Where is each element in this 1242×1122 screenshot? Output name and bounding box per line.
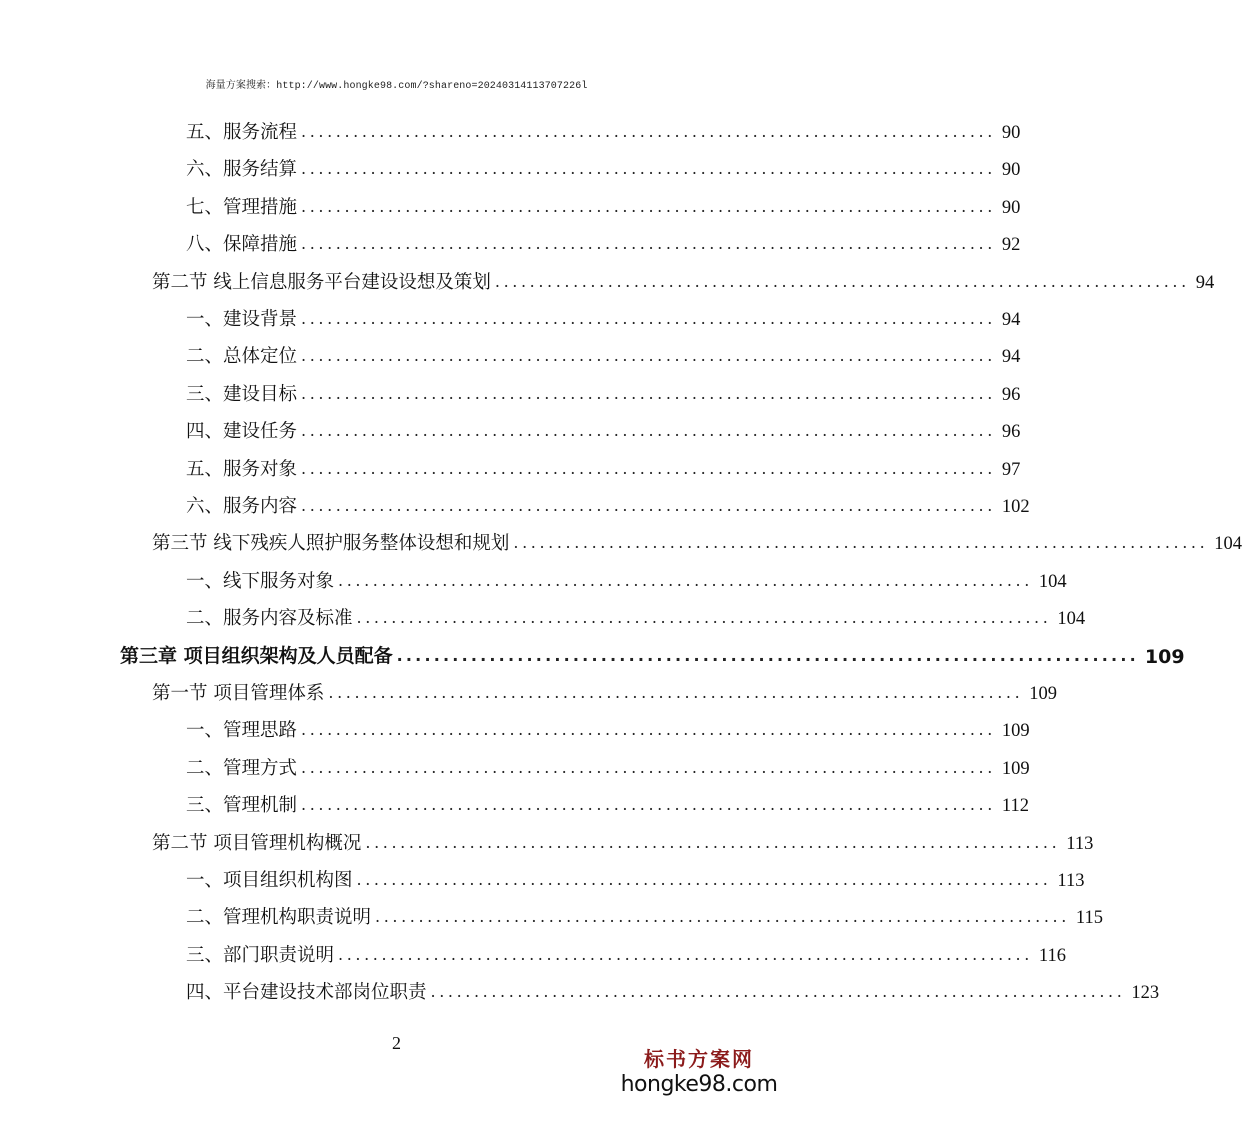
toc-leader-dots: ................................................................................ <box>301 309 996 328</box>
toc-entry-label: 二、管理机构职责说明 <box>186 907 372 928</box>
toc-entry-label: 五、服务流程 <box>186 122 298 143</box>
toc-entry[interactable] <box>152 827 1094 855</box>
toc-entry[interactable] <box>186 415 1021 443</box>
toc-entry[interactable] <box>186 340 1021 368</box>
toc-entry[interactable] <box>186 153 1021 181</box>
toc-leader-dots: ................................................................................ <box>430 982 1126 1001</box>
toc-entry-label: 二、总体定位 <box>186 346 298 367</box>
toc-entry-label: 第二节 线上信息服务平台建设设想及策划 <box>152 272 491 293</box>
toc-leader-dots: ................................................................................ <box>328 683 1024 702</box>
toc-entry-page: 94 <box>1195 273 1215 293</box>
toc-entry-page: 113 <box>1057 871 1085 891</box>
toc-leader-dots: ................................................................................ <box>301 496 996 515</box>
toc-leader-dots: ................................................................................ <box>338 945 1033 964</box>
toc-entry-page: 90 <box>1001 198 1021 218</box>
watermark-cn: 标书方案网 <box>644 1047 754 1071</box>
toc-entry[interactable] <box>186 939 1066 967</box>
toc-entry[interactable] <box>186 565 1067 593</box>
toc-entry-page: 96 <box>1001 385 1021 405</box>
toc-leader-dots: ................................................................................ <box>301 346 996 365</box>
toc-entry-page: 90 <box>1001 123 1021 143</box>
toc-leader-dots: ................................................................................ <box>356 608 1052 627</box>
toc-entry-page: 104 <box>1214 534 1242 554</box>
toc-entry-page: 97 <box>1001 460 1021 480</box>
toc-entry-page: 116 <box>1038 946 1066 966</box>
toc-leader-dots: ................................................................................ <box>301 384 996 403</box>
toc-entry-page: 104 <box>1038 572 1067 592</box>
toc-leader-dots: ................................................................................ <box>301 459 996 478</box>
header-url: http://www.hongke98.com/?shareno=20240314113707226l <box>276 81 588 92</box>
toc-leader-dots: ................................................................................ <box>375 907 1070 926</box>
toc-entry[interactable] <box>186 191 1021 219</box>
toc-entry-page: 104 <box>1057 609 1086 629</box>
toc-entry-page: 113 <box>1066 834 1094 854</box>
toc-leader-dots: ................................................................................ <box>301 197 996 216</box>
toc-entry[interactable] <box>120 640 1185 668</box>
toc-leader-dots: ................................................................................ <box>396 646 1139 665</box>
toc-entry[interactable] <box>186 490 1030 518</box>
toc-leader-dots: ................................................................................ <box>301 122 996 141</box>
toc-entry-label: 三、部门职责说明 <box>186 945 335 966</box>
toc-entry-label: 六、服务结算 <box>186 159 298 180</box>
toc-entry-page: 112 <box>1001 796 1029 816</box>
toc-leader-dots: ................................................................................ <box>301 234 996 253</box>
page-number: 2 <box>392 1033 401 1053</box>
toc-entry-label: 一、建设背景 <box>186 309 298 330</box>
toc-entry-page: 94 <box>1001 310 1021 330</box>
toc-entry-label: 三、管理机制 <box>186 795 298 816</box>
toc-entry[interactable] <box>186 228 1021 256</box>
page-header <box>0 76 793 92</box>
toc-entry-label: 一、管理思路 <box>186 720 298 741</box>
toc-entry[interactable] <box>186 714 1030 742</box>
toc-entry-page: 109 <box>1144 646 1185 668</box>
toc-entry[interactable] <box>186 789 1029 817</box>
toc-entry[interactable] <box>152 527 1242 555</box>
watermark-en: hongke98.com <box>620 1072 778 1097</box>
toc-entry[interactable] <box>186 976 1160 1004</box>
toc-entry-label: 二、服务内容及标准 <box>186 608 353 629</box>
toc-leader-dots: ................................................................................ <box>301 421 996 440</box>
toc-leader-dots: ................................................................................ <box>356 870 1052 889</box>
toc-entry-label: 一、项目组织机构图 <box>186 870 353 891</box>
toc-entry-label: 第三节 线下残疾人照护服务整体设想和规划 <box>152 533 510 554</box>
toc-leader-dots: ................................................................................ <box>494 272 1190 291</box>
toc-entry[interactable] <box>186 116 1021 144</box>
toc-leader-dots: ................................................................................ <box>513 533 1209 552</box>
header-prefix: 海量方案搜索： <box>205 80 277 91</box>
toc-entry-label: 四、平台建设技术部岗位职责 <box>186 982 427 1003</box>
toc-entry-label: 四、建设任务 <box>186 421 298 442</box>
toc-entry-page: 90 <box>1001 160 1021 180</box>
toc-leader-dots: ................................................................................ <box>301 758 996 777</box>
toc-entry[interactable] <box>186 602 1086 630</box>
toc-entry-page: 123 <box>1131 983 1160 1003</box>
toc-entry-label: 第一节 项目管理体系 <box>152 683 325 704</box>
toc-entry-page: 109 <box>1001 721 1030 741</box>
toc-entry-page: 96 <box>1001 422 1021 442</box>
toc-entry-label: 八、保障措施 <box>186 234 298 255</box>
toc-leader-dots: ................................................................................ <box>338 571 1033 590</box>
toc-leader-dots: ................................................................................ <box>301 720 996 739</box>
toc-entry[interactable] <box>186 901 1103 929</box>
toc-entry-label: 一、线下服务对象 <box>186 571 335 592</box>
toc-entry-label: 六、服务内容 <box>186 496 298 517</box>
toc-entry[interactable] <box>186 864 1085 892</box>
toc-entry[interactable] <box>186 378 1021 406</box>
toc-entry-page: 115 <box>1075 908 1103 928</box>
toc-entry-label: 七、管理措施 <box>186 197 298 218</box>
toc-entry-page: 109 <box>1001 759 1030 779</box>
toc-leader-dots: ................................................................................ <box>365 833 1061 852</box>
toc-entry[interactable] <box>152 266 1215 294</box>
toc-entry-page: 102 <box>1001 497 1030 517</box>
toc-entry-page: 109 <box>1029 684 1058 704</box>
toc-entry[interactable] <box>186 303 1021 331</box>
toc-entry-label: 二、管理方式 <box>186 758 298 779</box>
toc-entry-label: 第三章 项目组织架构及人员配备 <box>120 645 393 667</box>
toc-entry[interactable] <box>186 453 1021 481</box>
toc-entry[interactable] <box>186 752 1030 780</box>
toc-entry[interactable] <box>152 677 1058 705</box>
toc-leader-dots: ................................................................................ <box>301 159 996 178</box>
site-watermark <box>619 1046 779 1108</box>
toc-entry-page: 94 <box>1001 347 1021 367</box>
toc-entry-label: 三、建设目标 <box>186 384 298 405</box>
toc-entry-label: 五、服务对象 <box>186 459 298 480</box>
toc-leader-dots: ................................................................................ <box>301 795 996 814</box>
toc-entry-label: 第二节 项目管理机构概况 <box>152 833 362 854</box>
toc-entry-page: 92 <box>1001 235 1021 255</box>
